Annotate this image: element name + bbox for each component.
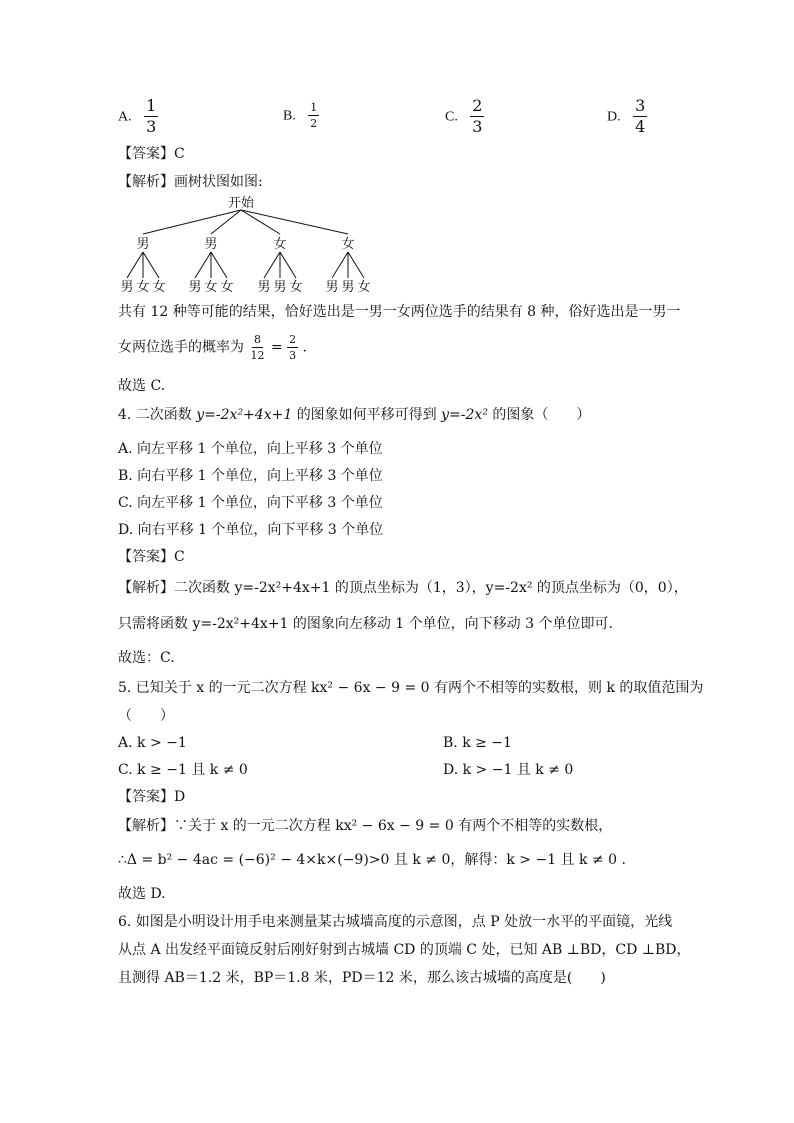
q5-option-a: A. k > −1 <box>118 735 187 751</box>
q4-option-a: A. 向左平移 1 个单位，向上平移 3 个单位 <box>118 441 383 457</box>
option-label: C. <box>445 109 458 125</box>
tree-diagram <box>115 194 375 294</box>
fraction: $\frac{1}{2}$ <box>310 101 318 130</box>
q3-conclusion: 故选 C. <box>118 378 166 394</box>
fraction: $\frac{3}{4}$ <box>635 96 646 136</box>
tree-node-l1: 女 <box>341 237 355 252</box>
q5-option-c: C. k ≥ −1 且 k ≠ 0 <box>118 762 248 778</box>
option-label: B. <box>283 108 296 124</box>
tree-root: 开始 <box>227 196 255 211</box>
q4-stem: 4. 二次函数 y=-2x²+4x+1 的图象如何平移可得到 y=-2x² 的图象（ ） <box>118 407 591 423</box>
option-label: A. <box>118 109 132 125</box>
tree-leaf: 女 <box>136 280 150 294</box>
option-label: D. <box>607 109 621 125</box>
fraction: $\frac{1}{3}$ <box>146 96 157 136</box>
q6-stem-line3: 且测得 AB＝1.2 米，BP＝1.8 米，PD＝12 米，那么该古城墙的高度是( ) <box>118 970 606 986</box>
tree-leaf: 男 <box>257 280 271 294</box>
q5-analysis-line1: 【解析】∵关于 x 的一元二次方程 kx² − 6x − 9 = 0 有两个不相等的实数根， <box>118 818 613 834</box>
q5-analysis-line2: ∴Δ = b² − 4ac = (−6)² − 4×k×(−9)>0 且 k ≠ 0，解得：k > −1 且 k ≠ 0 . <box>118 852 626 868</box>
tree-leaf: 男 <box>120 280 134 294</box>
tree-node-l1: 男 <box>136 237 150 252</box>
q5-option-b: B. k ≥ −1 <box>443 735 512 751</box>
tree-leaf: 女 <box>220 280 234 294</box>
tree-leaf: 男 <box>188 280 202 294</box>
tree-lines <box>127 210 364 278</box>
q4-option-d: D. 向右平移 1 个单位，向下平移 3 个单位 <box>118 522 384 538</box>
q3-analysis-line2: 女两位选手的概率为 $\frac{8}{12}$ = $\frac{2}{3}$ . <box>118 333 307 362</box>
q3-answer: 【答案】C <box>118 146 185 162</box>
q3-option-b <box>283 102 319 129</box>
tree-node-l1: 男 <box>204 237 218 252</box>
q4-analysis-line2: 只需将函数 y=-2x²+4x+1 的图象向左移动 1 个单位，向下移动 3 个单位即可. <box>118 616 613 632</box>
tree-leaf: 女 <box>357 280 371 294</box>
tree-node-l1: 女 <box>273 237 287 252</box>
q4-answer: 【答案】C <box>118 549 185 565</box>
q5-answer: 【答案】D <box>118 789 186 805</box>
fraction: $\frac{2}{3}$ <box>289 333 297 362</box>
tree-leaf: 女 <box>152 280 166 294</box>
tree-leaf: 男 <box>341 280 355 294</box>
q5-stem-line1: 5. 已知关于 x 的一元二次方程 kx² − 6x − 9 = 0 有两个不相等的实数根，则 k 的取值范围为 <box>118 680 704 696</box>
q3-option-c <box>445 98 484 135</box>
tree-leaf: 男 <box>273 280 287 294</box>
q3-option-d <box>607 98 647 135</box>
tree-leaf: 女 <box>289 280 303 294</box>
fraction: $\frac{2}{3}$ <box>472 96 483 136</box>
q4-option-c: C. 向左平移 1 个单位，向下平移 3 个单位 <box>118 495 383 511</box>
q6-stem-line1: 6. 如图是小明设计用手电来测量某古城墙高度的示意图，点 P 处放一水平的平面镜，光线 <box>118 914 673 930</box>
q4-analysis-line1: 【解析】二次函数 y=-2x²+4x+1 的顶点坐标为（1，3），y=-2x² 的顶点坐标为（0，0）， <box>118 580 688 596</box>
q3-analysis-intro: 【解析】画树状图如图: <box>118 174 263 190</box>
q6-stem-line2: 从点 A 出发经平面镜反射后刚好射到古城墙 CD 的顶端 C 处，已知 AB ⊥BD，CD ⊥BD， <box>118 942 691 958</box>
tree-leaf: 男 <box>325 280 339 294</box>
q4-option-b: B. 向右平移 1 个单位，向上平移 3 个单位 <box>118 468 383 484</box>
q4-conclusion: 故选：C. <box>118 650 175 666</box>
q5-conclusion: 故选 D. <box>118 886 166 902</box>
q3-option-a <box>118 98 158 135</box>
q5-stem-line2: （ ） <box>118 708 174 724</box>
q3-analysis-line1: 共有 12 种等可能的结果，恰好选出是一男一女两位选手的结果有 8 种，俗好选出是一男一 <box>118 304 681 320</box>
fraction: $\frac{8}{12}$ <box>250 333 265 362</box>
q5-option-d: D. k > −1 且 k ≠ 0 <box>443 762 574 778</box>
tree-leaf: 女 <box>204 280 218 294</box>
